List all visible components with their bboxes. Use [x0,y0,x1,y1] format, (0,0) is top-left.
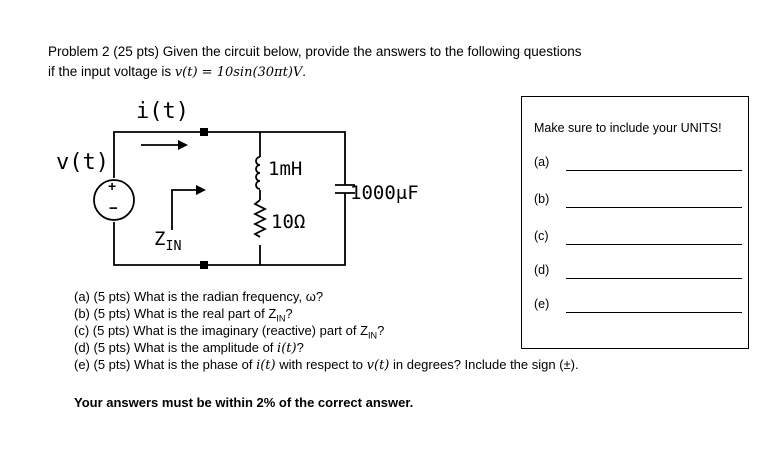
question-e [74,357,579,373]
answer-line-c[interactable] [566,244,742,245]
zin-bracket [172,190,198,230]
accuracy-note: Your answers must be within 2% of the correct answer. [74,395,414,410]
source-minus-sign: − [109,200,118,217]
source-bottom-lead [114,222,260,265]
answer-box [521,96,749,349]
current-arrow-head [178,140,188,150]
question-b-text: (b) (5 pts) What is the real part of Z [74,306,277,321]
question-c-end: ? [377,323,385,338]
source-plus-sign: + [108,178,117,194]
zin-label-sub: IN [165,238,182,254]
inductor-label: 1mH [268,158,303,180]
question-c-text: (c) (5 pts) What is the imaginary (reactive) part of Z [74,323,369,338]
inductor-coil [256,157,260,189]
line2-suffix: . [302,64,307,79]
resistor-zigzag [255,200,265,237]
answer-label-d: (d) [534,263,550,277]
top-wire [114,132,345,185]
answer-label-a: (a) [534,155,550,169]
voltage-label: v(t) [56,150,109,175]
question-b [74,306,293,324]
zin-label [154,228,181,254]
answer-line-a[interactable] [566,170,742,171]
answer-label-e: (e) [534,297,550,311]
question-d-text: (d) (5 pts) What is the amplitude of [74,340,278,355]
zin-label-main: Z [154,228,166,250]
problem-statement-line1: Problem 2 (25 pts) Given the circuit below, provide the answers to the following questions [48,44,582,59]
question-e-math1: i(t) [256,358,276,373]
question-c-sub: IN [368,330,378,341]
answer-label-c: (c) [534,229,549,243]
current-label: i(t) [136,99,189,124]
answer-line-d[interactable] [566,278,742,279]
question-a: (a) (5 pts) What is the radian frequency, ω? [74,289,324,304]
question-e-text: (e) (5 pts) What is the phase of [74,357,257,372]
question-b-sub: IN [276,313,286,324]
zin-arrow-head [196,185,206,195]
question-d-math: i(t) [277,341,297,356]
resistor-label: 10Ω [271,211,306,233]
bottom-node [200,261,208,269]
question-d [74,340,304,356]
answer-line-b[interactable] [566,207,742,208]
units-instruction: Make sure to include your UNITS! [534,121,722,135]
question-e-math2: v(t) [366,358,390,373]
answer-line-e[interactable] [566,312,742,313]
top-node [200,128,208,136]
question-e-mid: with respect to [275,357,367,372]
capacitor-label: 1000μF [350,182,419,204]
answer-label-b: (b) [534,192,550,206]
question-b-end: ? [285,306,293,321]
input-voltage-equation: v(t) = 10sin(30πt)V [174,65,303,80]
line2-prefix: if the input voltage is [48,64,175,79]
question-e-end: in degrees? Include the sign (±). [389,357,579,372]
question-d-end: ? [296,340,304,355]
question-c [74,323,384,341]
